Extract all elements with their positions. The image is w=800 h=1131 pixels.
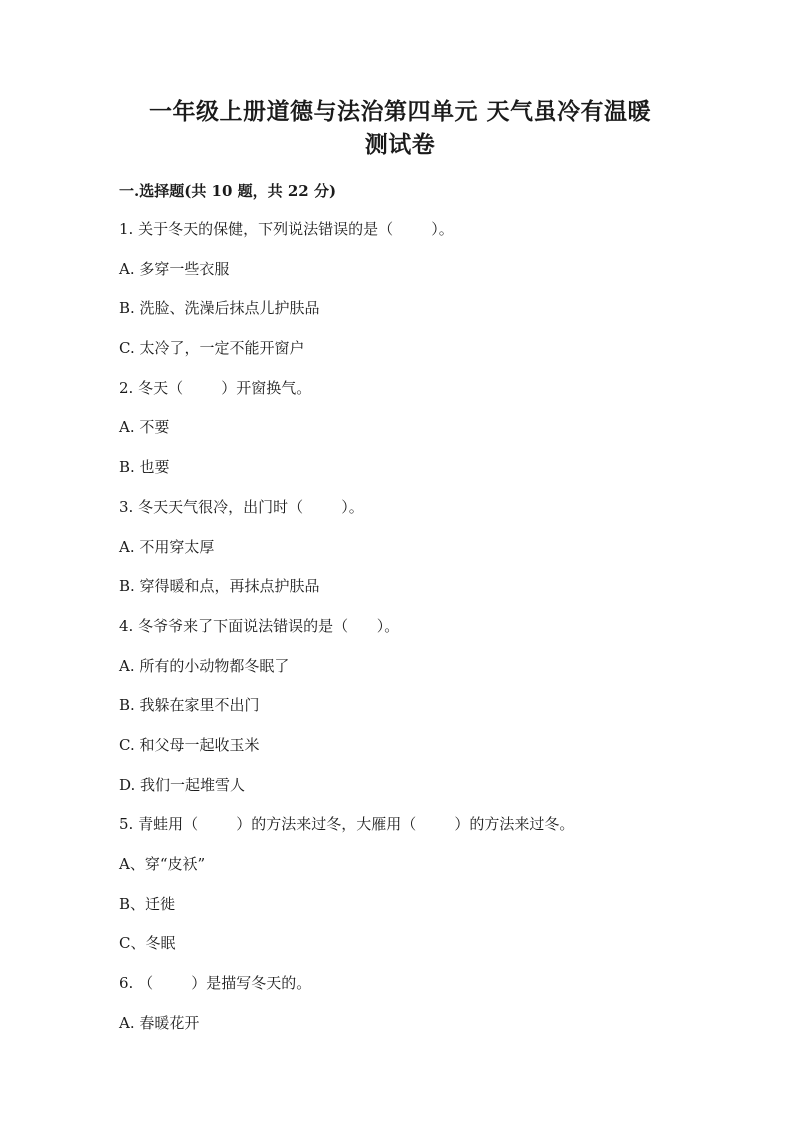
page-title-line-2: 测试卷: [364, 131, 436, 158]
question-2-option-b: B. 也要: [119, 458, 170, 477]
question-3: 3. 冬天天气很冷，出门时（ ）。: [119, 497, 364, 516]
question-5-option-a: A、穿“皮袄”: [119, 855, 206, 873]
question-4-option-a: A. 所有的小动物都冬眠了: [119, 656, 290, 675]
question-1-option-c: C. 太冷了，一定不能开窗户: [119, 339, 305, 358]
page-title-line-1: 一年级上册道德与法治第四单元 天气虽冷有温暖: [148, 98, 651, 125]
question-2-option-a: A. 不要: [119, 418, 170, 437]
section-heading: 一.选择题(共 10 题，共 22 分): [119, 182, 337, 200]
question-5-option-b: B、迁徙: [119, 894, 176, 913]
question-6: 6. （ ）是描写冬天的。: [119, 974, 312, 993]
question-3-option-b: B. 穿得暖和点，再抹点护肤品: [119, 577, 320, 596]
question-6-option-a: A. 春暖花开: [119, 1013, 200, 1032]
question-list: [119, 218, 739, 1051]
question-4-option-c: C. 和父母一起收玉米: [119, 735, 260, 754]
question-5: 5. 青蛙用（ ）的方法来过冬，大雁用（ ）的方法来过冬。: [119, 815, 575, 834]
question-5-option-c: C、冬眠: [119, 934, 176, 953]
question-3-option-a: A. 不用穿太厚: [119, 537, 215, 556]
question-2: 2. 冬天（ ）开窗换气。: [119, 378, 312, 397]
question-4-option-b: B. 我躲在家里不出门: [119, 696, 260, 715]
question-1: 1. 关于冬天的保健，下列说法错误的是（ ）。: [119, 220, 454, 238]
question-1-option-a: A. 多穿一些衣服: [119, 259, 230, 278]
question-4: 4. 冬爷爷来了下面说法错误的是（ ）。: [119, 616, 400, 635]
question-1-option-b: B. 洗脸、洗澡后抹点儿护肤品: [119, 299, 320, 318]
question-4-option-d: D. 我们一起堆雪人: [119, 775, 246, 794]
